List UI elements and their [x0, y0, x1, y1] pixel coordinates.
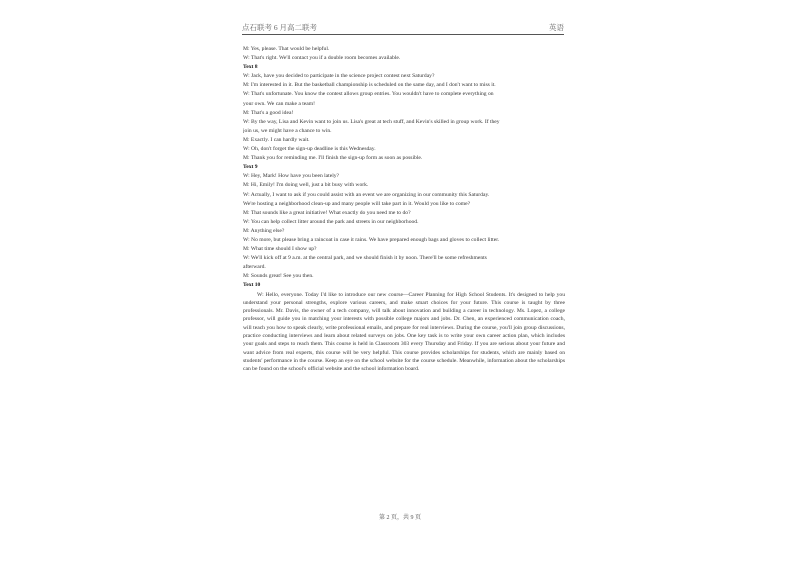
- dialogue-line: M: That's a good idea!: [243, 109, 294, 116]
- dialogue-line: W: That's right. We'll contact you if a double room becomes available.: [243, 55, 401, 62]
- dialogue-line: join us, we might have a chance to win.: [243, 127, 332, 134]
- section-heading: Text 9: [243, 164, 258, 171]
- dialogue-line: M: Anything else?: [243, 227, 285, 234]
- dialogue-line: M: Sounds great! See you then.: [243, 273, 314, 280]
- dialogue-line: W: Hey, Mark! How have you been lately?: [243, 173, 340, 180]
- dialogue-line: W: Actually, I want to ask if you could assist with an event we are organizing in our community this Saturday.: [243, 191, 490, 198]
- dialogue-line: W: No more, but please bring a raincoat in case it rains. We have prepared enough bags and gloves to collect litter.: [243, 236, 500, 243]
- dialogue-line: W: You can help collect litter around the park and streets in our neighborhood.: [243, 218, 419, 225]
- section-heading: Text 8: [243, 64, 258, 71]
- dialogue-line: M: Yes, please. That would be helpful.: [243, 46, 330, 52]
- transcript-lines: [243, 45, 565, 291]
- section-heading: Text 10: [243, 282, 261, 289]
- page-number: 第 2 页，共 9 页: [378, 515, 421, 521]
- exam-title: 点石联考 6 月高二联考: [242, 23, 317, 32]
- dialogue-line: M: I'm interested in it. But the basketball championship is scheduled on the same day, and I don't want to miss it.: [243, 82, 496, 89]
- dialogue-line: M: Hi, Emily! I'm doing well, just a bit busy with work.: [243, 182, 369, 189]
- dialogue-line: W: Oh, don't forget the sign-up deadline is this Wednesday.: [243, 146, 376, 153]
- dialogue-line: W: By the way, Lisa and Kevin want to join us. Lisa's great at tech stuff, and Kevin's skilled in group work. If they: [243, 118, 500, 125]
- dialogue-line: M: That sounds like a great initiative! What exactly do you need me to do?: [243, 209, 411, 216]
- dialogue-line: afterward.: [243, 264, 266, 271]
- page-header: [242, 18, 564, 35]
- dialogue-line: M: What time should I show up?: [243, 246, 317, 253]
- transcript-body: [243, 45, 565, 374]
- dialogue-line: W: We'll kick off at 9 a.m. at the central park, and we should finish it by noon. There'll be some refreshments: [243, 255, 487, 262]
- dialogue-line: We're hosting a neighborhood clean-up and many people will take part in it. Would you like to come?: [243, 200, 471, 207]
- subject-label: 英语: [549, 23, 564, 32]
- dialogue-line: your own. We can make a team!: [243, 100, 315, 107]
- dialogue-line: M: Thank you for reminding me. I'll finish the sign-up form as soon as possible.: [243, 155, 423, 162]
- dialogue-line: W: Jack, have you decided to participate in the science project contest next Saturday?: [243, 73, 435, 80]
- dialogue-line: W: That's unfortunate. You know the contest allows group entries. You wouldn't have to complete everything on: [243, 91, 494, 98]
- text10-paragraph: W: Hello, everyone. Today I'd like to introduce our new course—Career Planning for High School Students. It's designed to help you understand your personal strengths, explore various careers, and make smart choices for your future. This course is taught by three professionals. Mr. Davis, the owner of a tech company, will talk about innovation and building a career in technology. Ms. Lopez, a college professor, will guide you in matching your interests with possible college majors and jobs. Dr. Chen, an experienced communication coach, will teach you how to speak clearly, write professional emails, and prepare for real interviews. During the course, you'll join group discussions, practice conducting interviews and learn about related surveys on jobs. One key task is to write your own career action plan, which includes your goals and steps to reach them. This course is held in Classroom 303 every Thursday and Friday. If you are serious about your future and want advice from real experts, this course will be very helpful. This course provides scholarships for students, which are mainly based on students' performance in the course. Keep an eye on the school website for the course schedule. Meanwhile, information about the scholarships can be found on the school's official website and the school information board.: [243, 291, 565, 373]
- dialogue-line: M: Exactly. I can hardly wait.: [243, 136, 310, 143]
